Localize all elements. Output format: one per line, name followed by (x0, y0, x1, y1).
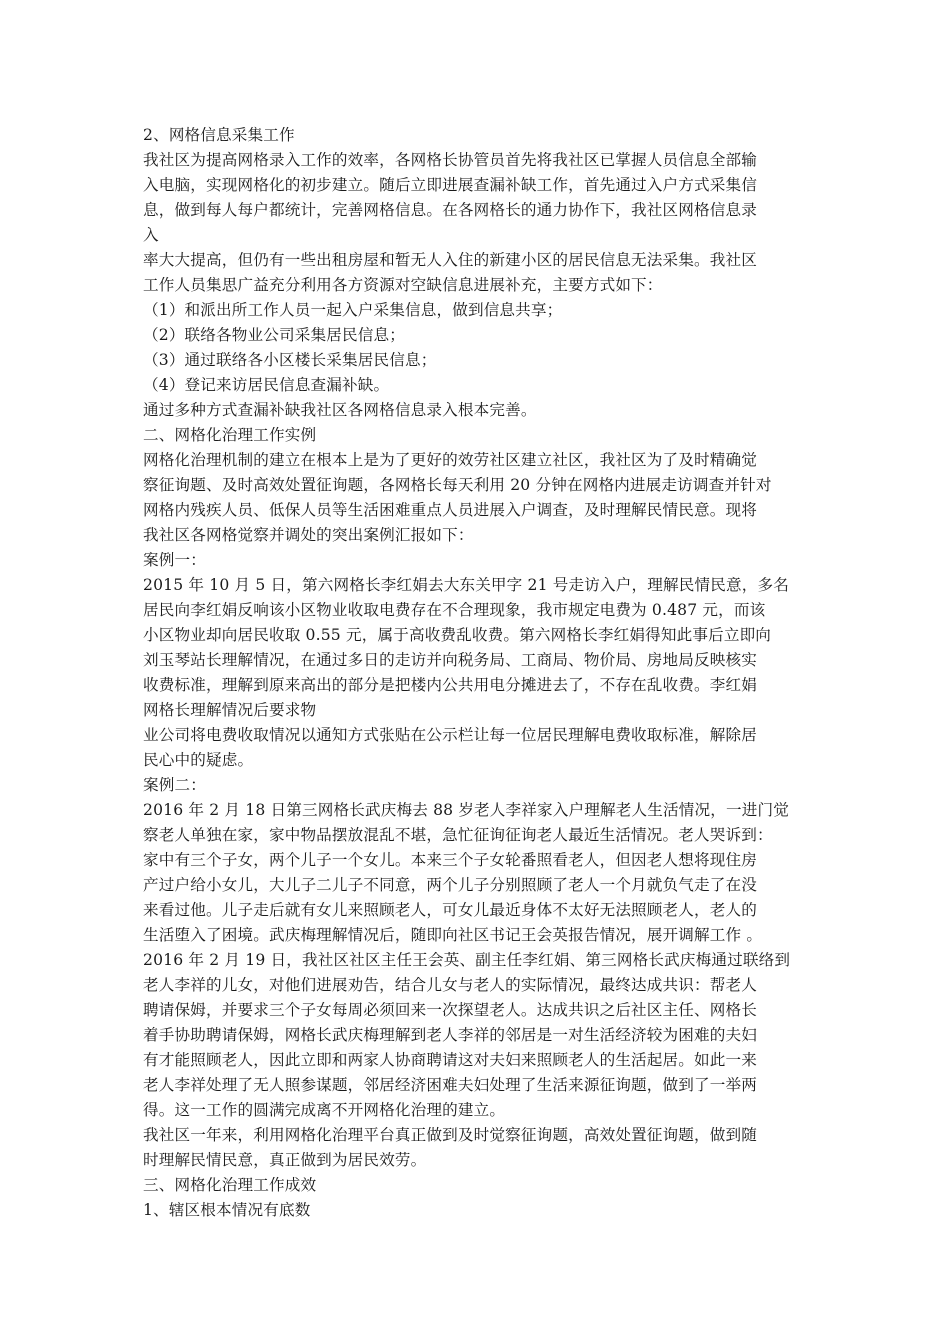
text-line: 二、网格化治理工作实例 (143, 426, 317, 444)
text-line: 察征询题、及时高效处置征询题，各网格长每天利用 20 分钟在网格内进展走访调查并针对 (143, 476, 772, 494)
text-line: 我社区一年来，利用网格化治理平台真正做到及时觉察征询题，高效处置征询题，做到随 (143, 1126, 758, 1144)
text-line: 小区物业却向居民收取 0.55 元，属于高收费乱收费。第六网格长李红娟得知此事后立即向 (143, 626, 772, 644)
text-line: 网格内残疾人员、低保人员等生活困难重点人员进展入户调查，及时理解民情民意。现将 (143, 501, 758, 519)
text-line: 民心中的疑虑。 (143, 751, 254, 769)
text-line: 家中有三个子女，两个儿子一个女儿。本来三个子女轮番照看老人，但因老人想将现住房 (143, 851, 758, 869)
text-line: 通过多种方式查漏补缺我社区各网格信息录入根本完善。 (143, 401, 537, 419)
text-line: 网格长理解情况后要求物 (143, 701, 317, 719)
text-line: （1）和派出所工作人员一起入户采集信息，做到信息共享； (143, 301, 563, 319)
text-line: 案例二： (143, 776, 206, 794)
text-line: 产过户给小女儿，大儿子二儿子不同意，两个儿子分别照顾了老人一个月就负气走了在没 (143, 876, 758, 894)
text-line: 案例一： (143, 551, 206, 569)
text-line: 入电脑，实现网格化的初步建立。随后立即进展查漏补缺工作，首先通过入户方式采集信 (143, 176, 758, 194)
text-line: 2016 年 2 月 19 日，我社区社区主任王会英、副主任李红娟、第三网格长武庆梅通过联络到 (143, 951, 791, 969)
text-line: 察老人单独在家，家中物品摆放混乱不堪，急忙征询征询老人最近生活情况。老人哭诉到： (143, 826, 773, 844)
text-line: 我社区各网格觉察并调处的突出案例汇报如下： (143, 526, 474, 544)
text-line: 有才能照顾老人，因此立即和两家人协商聘请这对夫妇来照顾老人的生活起居。如此一来 (143, 1051, 758, 1069)
text-line: 收费标准，理解到原来高出的部分是把楼内公共用电分摊进去了，不存在乱收费。李红娟 (143, 676, 758, 694)
text-line: 率大大提高，但仍有一些出租房屋和暂无人入住的新建小区的居民信息无法采集。我社区 (143, 251, 758, 269)
text-line: 业公司将电费收取情况以通知方式张贴在公示栏让每一位居民理解电费收取标准，解除居 (143, 726, 758, 744)
text-line: 1、辖区根本情况有底数 (143, 1201, 311, 1219)
text-line: 居民向李红娟反响该小区物业收取电费存在不合理现象，我市规定电费为 0.487 元，而该 (143, 601, 766, 619)
text-line: 息，做到每人每户都统计，完善网格信息。在各网格长的通力协作下，我社区网格信息录 (143, 201, 758, 219)
text-line: 老人李祥处理了无人照参谋题，邻居经济困难夫妇处理了生活来源征询题，做到了一举两 (143, 1076, 758, 1094)
text-line: 2015 年 10 月 5 日，第六网格长李红娟去大东关甲字 21 号走访入户，理解民情民意，多名 (143, 576, 789, 594)
text-line: 我社区为提高网格录入工作的效率，各网格长协管员首先将我社区已掌握人员信息全部输 (143, 151, 758, 169)
document-page (143, 123, 828, 1223)
text-line: 工作人员集思广益充分利用各方资源对空缺信息进展补充，主要方式如下： (143, 276, 663, 294)
text-line: 网格化治理机制的建立在根本上是为了更好的效劳社区建立社区，我社区为了及时精确觉 (143, 451, 758, 469)
text-line: 生活堕入了困境。武庆梅理解情况后，随即向社区书记王会英报告情况，展开调解工作 。 (143, 926, 763, 944)
text-line: 老人李祥的儿女，对他们进展劝告，结合儿女与老人的实际情况，最终达成共识：帮老人 (143, 976, 758, 994)
text-line: 时理解民情民意，真正做到为居民效劳。 (143, 1151, 427, 1169)
text-line: 着手协助聘请保姆，网格长武庆梅理解到老人李祥的邻居是一对生活经济较为困难的夫妇 (143, 1026, 758, 1044)
text-line: 2、网格信息采集工作 (143, 126, 295, 144)
text-line: （2）联络各物业公司采集居民信息； (143, 326, 405, 344)
text-line: （4）登记来访居民信息查漏补缺。 (143, 376, 390, 394)
text-line: 得。这一工作的圆满完成离不开网格化治理的建立。 (143, 1101, 506, 1119)
text-line: 刘玉琴站长理解情况，在通过多日的走访并向税务局、工商局、物价局、房地局反映核实 (143, 651, 758, 669)
text-line: 入 (143, 226, 159, 244)
text-line: （3）通过联络各小区楼长采集居民信息； (143, 351, 437, 369)
text-line: 2016 年 2 月 18 日第三网格长武庆梅去 88 岁老人李祥家入户理解老人生活情况，一进门觉 (143, 801, 789, 819)
text-line: 聘请保姆，并要求三个子女每周必须回来一次探望老人。达成共识之后社区主任、网格长 (143, 1001, 758, 1019)
text-line: 来看过他。儿子走后就有女儿来照顾老人，可女儿最近身体不太好无法照顾老人，老人的 (143, 901, 758, 919)
text-line: 三、网格化治理工作成效 (143, 1176, 317, 1194)
